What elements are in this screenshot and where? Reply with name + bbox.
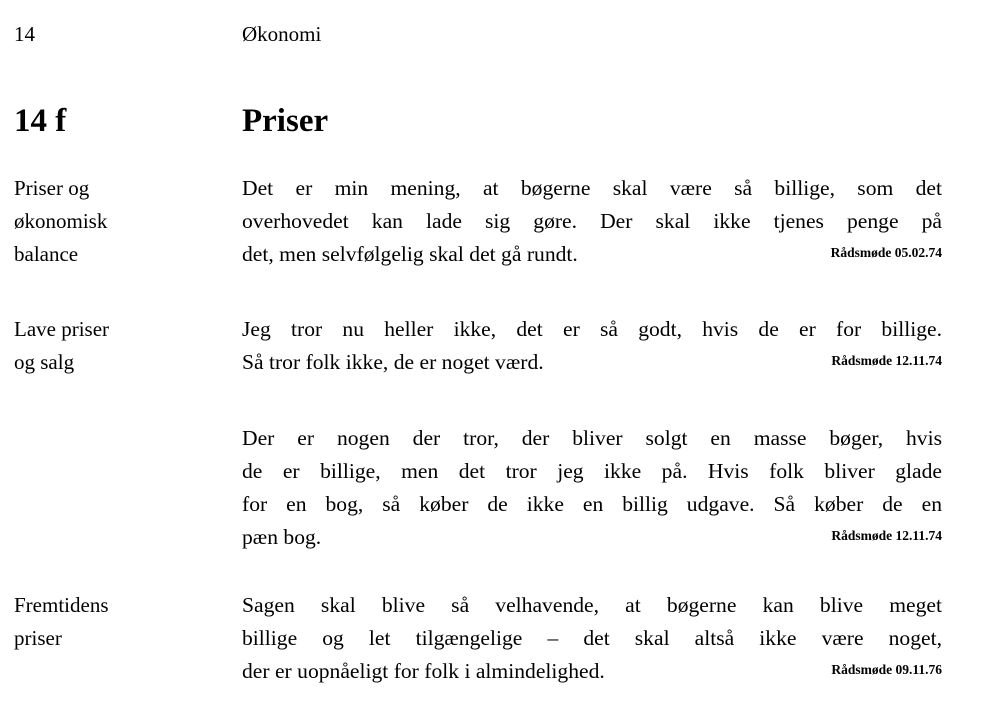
margin-label-line: Fremtidens: [14, 593, 109, 617]
source-citation: Rådsmøde 12.11.74: [831, 353, 942, 368]
margin-label-line: Lave priser: [14, 317, 110, 341]
source-citation: Rådsmøde 12.11.74: [831, 528, 942, 543]
paragraph-line: for en bog, så køber de ikke en billig udgave. Så køber de en: [242, 492, 942, 516]
paragraph-line: Jeg tror nu heller ikke, det er så godt, hvis de er for billige.: [242, 317, 942, 341]
margin-label-line: Priser og: [14, 176, 90, 200]
source-citation: Rådsmøde 05.02.74: [830, 245, 942, 260]
quote-paragraph: [242, 589, 942, 688]
margin-label: [14, 313, 214, 379]
margin-label: [14, 172, 214, 271]
paragraph-line: Sagen skal blive så velhavende, at bøgerne kan blive meget: [242, 593, 942, 617]
margin-label-line: og salg: [14, 350, 75, 374]
running-header: [14, 22, 974, 48]
paragraph-line: [242, 346, 942, 379]
quote-paragraph: [242, 313, 942, 379]
paragraph-line: [242, 521, 942, 554]
paragraph-line: de er billige, men det tror jeg ikke på. Hvis folk bliver glade: [242, 459, 942, 483]
paragraph-line: [242, 238, 942, 271]
paragraph-line: billige og let tilgængelige – det skal altså ikke være noget,: [242, 626, 942, 650]
section-title: Priser: [242, 103, 329, 139]
quote-paragraph: [242, 172, 942, 271]
paragraph-line-text: pæn bog.: [242, 525, 322, 549]
margin-label-line: balance: [14, 242, 79, 266]
chapter-title: Økonomi: [242, 22, 322, 46]
paragraph-line: [242, 655, 942, 688]
section-number: 14 f: [14, 103, 67, 139]
section-heading: [14, 103, 974, 143]
paragraph-line: Der er nogen der tror, der bliver solgt en masse bøger, hvis: [242, 426, 942, 450]
paragraph-line: overhovedet kan lade sig gøre. Der skal ikke tjenes penge på: [242, 209, 942, 233]
paragraph-line-text: der er uopnåeligt for folk i almindelighed.: [242, 659, 605, 683]
paragraph-line: Det er min mening, at bøgerne skal være så billige, som det: [242, 176, 942, 200]
source-citation: Rådsmøde 09.11.76: [831, 662, 942, 677]
paragraph-line-text: Så tror folk ikke, de er noget værd.: [242, 350, 544, 374]
margin-label-line: økonomisk: [14, 209, 108, 233]
margin-label: [14, 589, 214, 655]
margin-label-line: priser: [14, 626, 62, 650]
paragraph-line-text: det, men selvfølgelig skal det gå rundt.: [242, 242, 578, 266]
page-number: 14: [14, 22, 35, 46]
quote-paragraph: [242, 422, 942, 554]
